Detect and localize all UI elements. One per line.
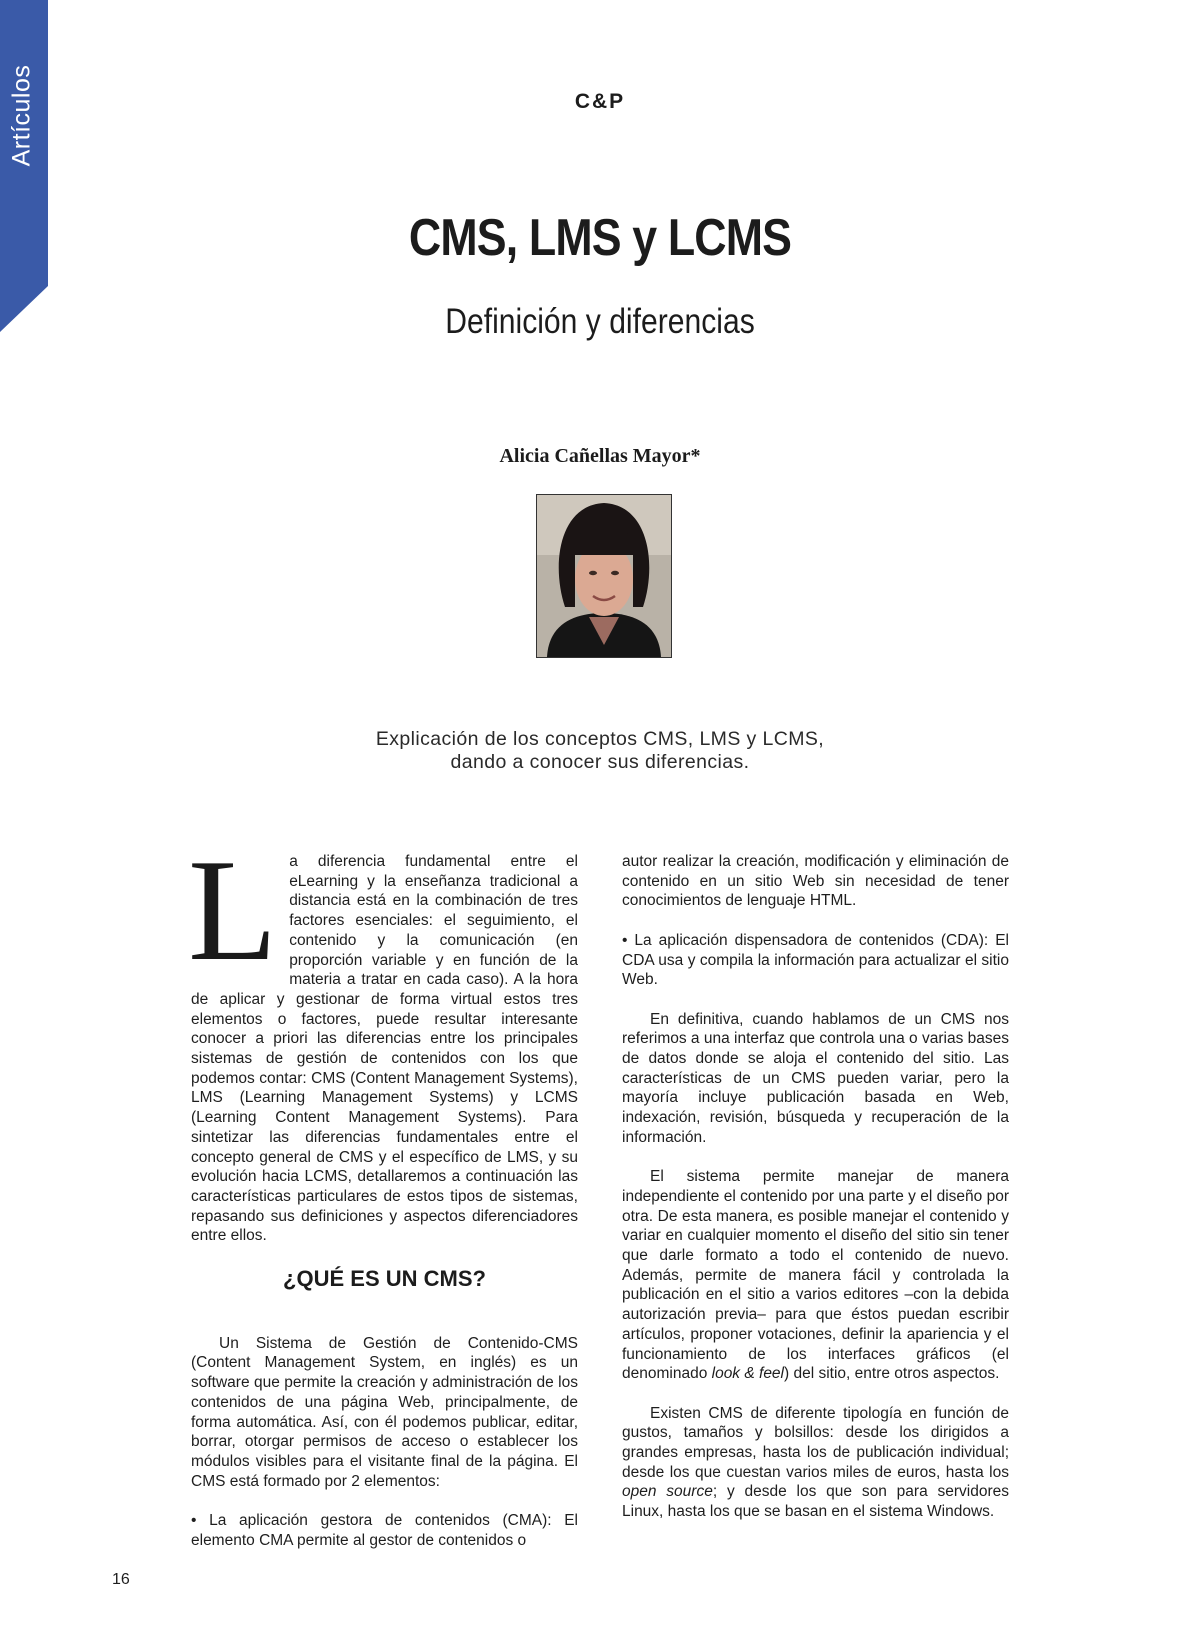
section-code: C&P (574, 90, 626, 113)
author-name: Alicia Cañellas Mayor* (499, 445, 701, 467)
existen-italic: open source (622, 1483, 713, 1501)
intro-text: a diferencia fundamental entre el eLearning y la enseñanza tradicional a distancia está en la combinación de tres factores esenciales: el seguimiento, el contenido y la comunicación (en proporción variable y en función de la materia a tratar en cada caso). A la hora de aplicar y gestionar de forma virtual estos tres elementos o factores, puede resultar interesante conocer a priori las diferencias entre los principales sistemas de gestión de contenidos con los que podemos contar: CMS (Content Management Systems), LMS (Learning Management Systems) y LCMS (Learning Content Management Systems). Para sintetizar las diferencias fundamentales entre el concepto general de CMS y el específico de LMS, y su evolución hacia LCMS, detallaremos a continuación las características particulares de estos tipos de sistemas, repasando sus definiciones y aspectos diferenciadores entre ellos. (191, 853, 578, 1245)
cma-bullet-continued: autor realizar la creación, modificación y eliminación de contenido en un sitio Web sin necesidad de tener conocimientos de lenguaje HTML. (622, 853, 1009, 910)
drop-cap: L (188, 829, 278, 991)
cda-bullet: • La aplicación dispensadora de contenidos (CDA): El CDA usa y compila la información para actualizar el sitio Web. (622, 931, 1009, 989)
existen-text-b: ; y desde los que son para servidores Linux, hasta los que se basan en el sistema Windows. (622, 1483, 1010, 1521)
intro-paragraph (188, 829, 578, 1246)
section-heading: ¿QUÉ ES UN CMS? (283, 1265, 486, 1291)
sistema-italic: look & feel (711, 1365, 785, 1383)
cms-definition-paragraph: Un Sistema de Gestión de Contenido-CMS (Content Management System, en inglés) es un software que permite la creación y administración de los contenidos de una página Web, principalmente, de forma automática. Así, con él podemos publicar, editar, borrar, otorgar permisos de acceso o establecer los módulos visibles para el visitante final de la página. El CMS está formado por 2 elementos: (191, 1334, 578, 1490)
article-title: CMS, LMS y LCMS (408, 209, 792, 267)
side-tab-label: Artículos (7, 64, 36, 166)
body-column-left (188, 829, 578, 1570)
section-side-tab (0, 0, 48, 332)
body-column-right (622, 852, 1009, 1542)
definitiva-paragraph: En definitiva, cuando hablamos de un CMS nos referimos a una interfaz que controla una o varias bases de datos donde se aloja el contenido del sitio. Las características de un CMS pueden variar, pero la mayoría incluye publicación basada en Web, indexación, revisión, búsqueda y recuperación de la información. (622, 1010, 1009, 1146)
side-tab-label-wrap (2, 40, 42, 190)
author-portrait-image (537, 495, 671, 657)
existen-paragraph (622, 1404, 1009, 1522)
article-subtitle: Definición y diferencias (445, 302, 755, 341)
abstract-line-1: Explicación de los conceptos CMS, LMS y LCMS, (375, 728, 825, 750)
cma-bullet: • La aplicación gestora de contenidos (CMA): El elemento CMA permite al gestor de contenidos o (191, 1512, 578, 1549)
abstract-line-2: dando a conocer sus diferencias. (450, 751, 750, 773)
author-photo (536, 494, 672, 658)
existen-text-a: Existen CMS de diferente tipología en función de gustos, tamaños y bolsillos: desde los dirigidos a grandes empresas, hasta los de publicación individual; desde los que cuestan varios miles de euros, hasta los (622, 1404, 1009, 1481)
sistema-paragraph (622, 1167, 1009, 1384)
page-number: 16 (112, 1571, 130, 1588)
article-abstract (330, 728, 870, 774)
sistema-text-b: ) del sitio, entre otros aspectos. (784, 1365, 1000, 1383)
sistema-text-a: El sistema permite manejar de manera independiente el contenido por una parte y el diseño por otra. De esta manera, es posible manejar el contenido y variar en cualquier momento el diseño del sitio sin tener que darle formato a todo el contenido de nuevo. Además, permite de manera fácil y controlada la publicación en el sitio a varios editores –con la debida autorización previa– para que éstos puedan escribir artículos, proponer votaciones, definir la apariencia y el funcionamiento de los interfaces gráficos (el denominado (622, 1168, 1009, 1383)
